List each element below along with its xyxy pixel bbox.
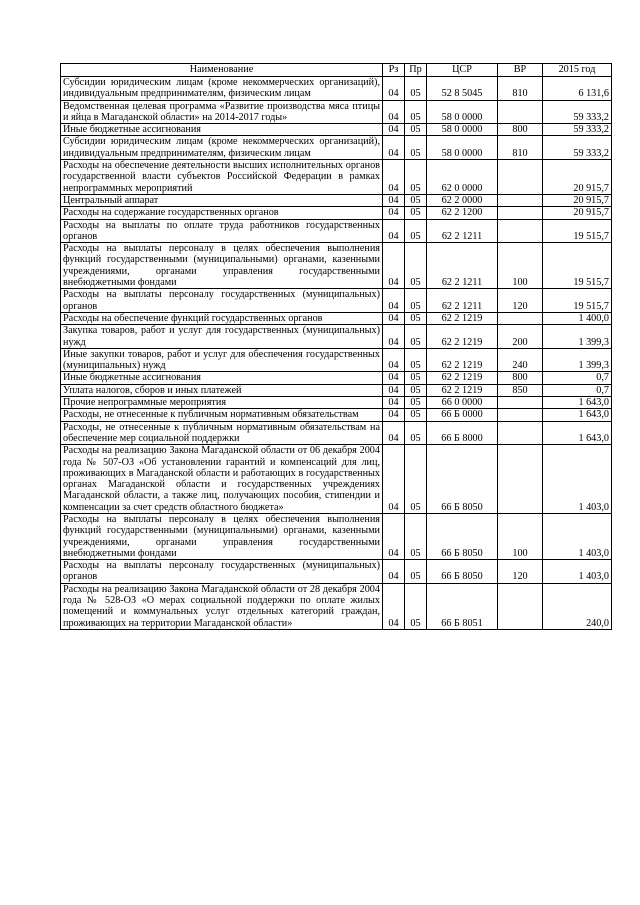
- table-row: [61, 583, 612, 629]
- table-row: [61, 348, 612, 372]
- cell-name: Центральный аппарат: [61, 194, 383, 206]
- cell-csr: 58 0 0000: [427, 124, 498, 136]
- cell-sum: 1 643,0: [543, 421, 612, 445]
- cell-vr: 200: [498, 325, 543, 349]
- cell-name: Субсидии юридическим лицам (кроме некоммерческих организаций), индивидуальным предпринимателям, физическим лицам: [61, 77, 383, 101]
- cell-sum: 1 643,0: [543, 409, 612, 421]
- cell-rz: 04: [383, 560, 405, 584]
- cell-name: Субсидии юридическим лицам (кроме некоммерческих организаций), индивидуальным предпринимателям, физическим лицам: [61, 136, 383, 160]
- cell-rz: 04: [383, 100, 405, 124]
- cell-pr: 05: [405, 583, 427, 629]
- cell-vr: 850: [498, 384, 543, 396]
- cell-vr: 120: [498, 289, 543, 313]
- table-row: [61, 325, 612, 349]
- cell-rz: 04: [383, 384, 405, 396]
- cell-csr: 66 Б 8050: [427, 560, 498, 584]
- cell-rz: 04: [383, 160, 405, 195]
- cell-vr: [498, 160, 543, 195]
- table-row: [61, 219, 612, 243]
- header-rz: Рз: [383, 64, 405, 77]
- cell-sum: 1 403,0: [543, 560, 612, 584]
- cell-name: Расходы на выплаты персоналу государственных (муниципальных) органов: [61, 289, 383, 313]
- cell-name: Расходы на реализацию Закона Магаданской области от 28 декабря 2004 года № 528-ОЗ «О мерах социальной поддержки по оплате жилых помещений и коммунальных услуг отдельных категорий граждан, проживающих на территории Магаданской области»: [61, 583, 383, 629]
- cell-csr: 62 2 1211: [427, 243, 498, 289]
- cell-rz: 04: [383, 124, 405, 136]
- cell-name: Иные бюджетные ассигнования: [61, 372, 383, 384]
- cell-pr: 05: [405, 124, 427, 136]
- cell-sum: 59 333,2: [543, 124, 612, 136]
- table-row: [61, 77, 612, 101]
- cell-vr: [498, 409, 543, 421]
- cell-rz: 04: [383, 289, 405, 313]
- cell-vr: [498, 312, 543, 324]
- cell-csr: 58 0 0000: [427, 136, 498, 160]
- cell-sum: 1 643,0: [543, 397, 612, 409]
- cell-pr: 05: [405, 289, 427, 313]
- table-row: [61, 409, 612, 421]
- cell-sum: 19 515,7: [543, 219, 612, 243]
- cell-vr: [498, 421, 543, 445]
- table-row: [61, 372, 612, 384]
- cell-rz: 04: [383, 194, 405, 206]
- cell-rz: 04: [383, 136, 405, 160]
- cell-csr: 62 2 1219: [427, 348, 498, 372]
- cell-rz: 04: [383, 409, 405, 421]
- cell-sum: 20 915,7: [543, 207, 612, 219]
- cell-pr: 05: [405, 194, 427, 206]
- cell-sum: 1 403,0: [543, 445, 612, 514]
- cell-rz: 04: [383, 77, 405, 101]
- cell-csr: 66 0 0000: [427, 397, 498, 409]
- cell-pr: 05: [405, 160, 427, 195]
- cell-name: Расходы, не отнесенные к публичным нормативным обязательствам: [61, 409, 383, 421]
- cell-pr: 05: [405, 384, 427, 396]
- cell-pr: 05: [405, 421, 427, 445]
- cell-rz: 04: [383, 513, 405, 559]
- cell-pr: 05: [405, 219, 427, 243]
- cell-rz: 04: [383, 312, 405, 324]
- table-row: [61, 194, 612, 206]
- cell-pr: 05: [405, 243, 427, 289]
- table-row: [61, 243, 612, 289]
- header-vr: ВР: [498, 64, 543, 77]
- cell-vr: [498, 583, 543, 629]
- cell-pr: 05: [405, 207, 427, 219]
- table-row: [61, 160, 612, 195]
- cell-sum: 0,7: [543, 372, 612, 384]
- cell-vr: [498, 445, 543, 514]
- table-row: [61, 289, 612, 313]
- cell-pr: 05: [405, 77, 427, 101]
- cell-rz: 04: [383, 445, 405, 514]
- cell-vr: 800: [498, 372, 543, 384]
- cell-rz: 04: [383, 219, 405, 243]
- cell-pr: 05: [405, 372, 427, 384]
- cell-name: Прочие непрограммные мероприятия: [61, 397, 383, 409]
- header-row: [61, 64, 612, 77]
- cell-sum: 59 333,2: [543, 136, 612, 160]
- table-row: [61, 560, 612, 584]
- cell-vr: [498, 100, 543, 124]
- header-name: Наименование: [61, 64, 383, 77]
- cell-csr: 66 Б 8000: [427, 421, 498, 445]
- table-row: [61, 100, 612, 124]
- cell-sum: 59 333,2: [543, 100, 612, 124]
- table-row: [61, 445, 612, 514]
- cell-csr: 62 2 1200: [427, 207, 498, 219]
- cell-csr: 52 8 5045: [427, 77, 498, 101]
- cell-rz: 04: [383, 372, 405, 384]
- cell-vr: 120: [498, 560, 543, 584]
- cell-name: Расходы на выплаты по оплате труда работников государственных органов: [61, 219, 383, 243]
- cell-pr: 05: [405, 397, 427, 409]
- table-row: [61, 124, 612, 136]
- cell-csr: 62 2 1211: [427, 219, 498, 243]
- budget-table: [60, 63, 612, 630]
- cell-name: Ведомственная целевая программа «Развитие производства мяса птицы и яйца в Магаданской области» на 2014-2017 годы»: [61, 100, 383, 124]
- cell-sum: 19 515,7: [543, 243, 612, 289]
- cell-vr: 100: [498, 513, 543, 559]
- cell-sum: 1 403,0: [543, 513, 612, 559]
- cell-rz: 04: [383, 243, 405, 289]
- table-body: [61, 77, 612, 630]
- cell-csr: 62 2 1219: [427, 312, 498, 324]
- cell-sum: 1 399,3: [543, 348, 612, 372]
- cell-name: Расходы на содержание государственных органов: [61, 207, 383, 219]
- cell-rz: 04: [383, 397, 405, 409]
- cell-sum: 240,0: [543, 583, 612, 629]
- cell-name: Уплата налогов, сборов и иных платежей: [61, 384, 383, 396]
- cell-vr: 810: [498, 136, 543, 160]
- cell-name: Расходы на обеспечение функций государственных органов: [61, 312, 383, 324]
- cell-vr: 240: [498, 348, 543, 372]
- cell-rz: 04: [383, 207, 405, 219]
- cell-csr: 58 0 0000: [427, 100, 498, 124]
- cell-pr: 05: [405, 513, 427, 559]
- cell-rz: 04: [383, 583, 405, 629]
- cell-rz: 04: [383, 421, 405, 445]
- cell-csr: 62 2 1211: [427, 289, 498, 313]
- cell-sum: 1 399,3: [543, 325, 612, 349]
- cell-rz: 04: [383, 348, 405, 372]
- header-sum: 2015 год: [543, 64, 612, 77]
- cell-vr: [498, 397, 543, 409]
- cell-name: Расходы на обеспечение деятельности высших исполнительных органов государственной власти субъектов Российской Федерации в рамках непрограммных мероприятий: [61, 160, 383, 195]
- cell-name: Закупка товаров, работ и услуг для государственных (муниципальных) нужд: [61, 325, 383, 349]
- cell-rz: 04: [383, 325, 405, 349]
- cell-sum: 19 515,7: [543, 289, 612, 313]
- cell-vr: 100: [498, 243, 543, 289]
- cell-csr: 66 Б 8050: [427, 513, 498, 559]
- cell-name: Расходы на выплаты персоналу в целях обеспечения выполнения функций государственными (муниципальными) органами, казенными учреждениями, органами управления государственными внебюджетными фондами: [61, 513, 383, 559]
- header-pr: Пр: [405, 64, 427, 77]
- cell-vr: [498, 207, 543, 219]
- cell-pr: 05: [405, 445, 427, 514]
- cell-csr: 66 Б 8051: [427, 583, 498, 629]
- cell-vr: [498, 219, 543, 243]
- cell-pr: 05: [405, 560, 427, 584]
- table-row: [61, 513, 612, 559]
- cell-pr: 05: [405, 136, 427, 160]
- header-csr: ЦСР: [427, 64, 498, 77]
- cell-sum: 1 400,0: [543, 312, 612, 324]
- cell-pr: 05: [405, 312, 427, 324]
- cell-csr: 62 2 1219: [427, 384, 498, 396]
- table-row: [61, 312, 612, 324]
- cell-sum: 0,7: [543, 384, 612, 396]
- cell-csr: 62 2 0000: [427, 194, 498, 206]
- cell-csr: 62 2 1219: [427, 325, 498, 349]
- cell-csr: 62 2 1219: [427, 372, 498, 384]
- cell-pr: 05: [405, 348, 427, 372]
- cell-vr: 810: [498, 77, 543, 101]
- cell-csr: 62 0 0000: [427, 160, 498, 195]
- table-row: [61, 384, 612, 396]
- cell-sum: 20 915,7: [543, 194, 612, 206]
- cell-name: Иные бюджетные ассигнования: [61, 124, 383, 136]
- cell-name: Расходы на реализацию Закона Магаданской области от 06 декабря 2004 года № 507-ОЗ «Об установлении гарантий и компенсаций для лиц, проживающих в Магаданской области и работающих в государственных органах Магаданской области и государственных учреждениях Магаданской области, а также лиц, получающих пособия, стипендии и компенсации за счет средств областного бюджета»: [61, 445, 383, 514]
- table-row: [61, 421, 612, 445]
- table-header: [61, 64, 612, 77]
- cell-csr: 66 Б 0000: [427, 409, 498, 421]
- cell-name: Расходы, не отнесенные к публичным нормативным обязательствам на обеспечение мер социальной поддержки: [61, 421, 383, 445]
- cell-name: Расходы на выплаты персоналу в целях обеспечения выполнения функций государственными (муниципальными) органами, казенными учреждениями, органами управления государственными внебюджетными фондами: [61, 243, 383, 289]
- cell-pr: 05: [405, 325, 427, 349]
- cell-pr: 05: [405, 409, 427, 421]
- table-row: [61, 136, 612, 160]
- table-row: [61, 397, 612, 409]
- cell-name: Иные закупки товаров, работ и услуг для обеспечения государственных (муниципальных) нужд: [61, 348, 383, 372]
- cell-vr: 800: [498, 124, 543, 136]
- cell-pr: 05: [405, 100, 427, 124]
- cell-csr: 66 Б 8050: [427, 445, 498, 514]
- cell-sum: 6 131,6: [543, 77, 612, 101]
- cell-name: Расходы на выплаты персоналу государственных (муниципальных) органов: [61, 560, 383, 584]
- cell-vr: [498, 194, 543, 206]
- table-row: [61, 207, 612, 219]
- cell-sum: 20 915,7: [543, 160, 612, 195]
